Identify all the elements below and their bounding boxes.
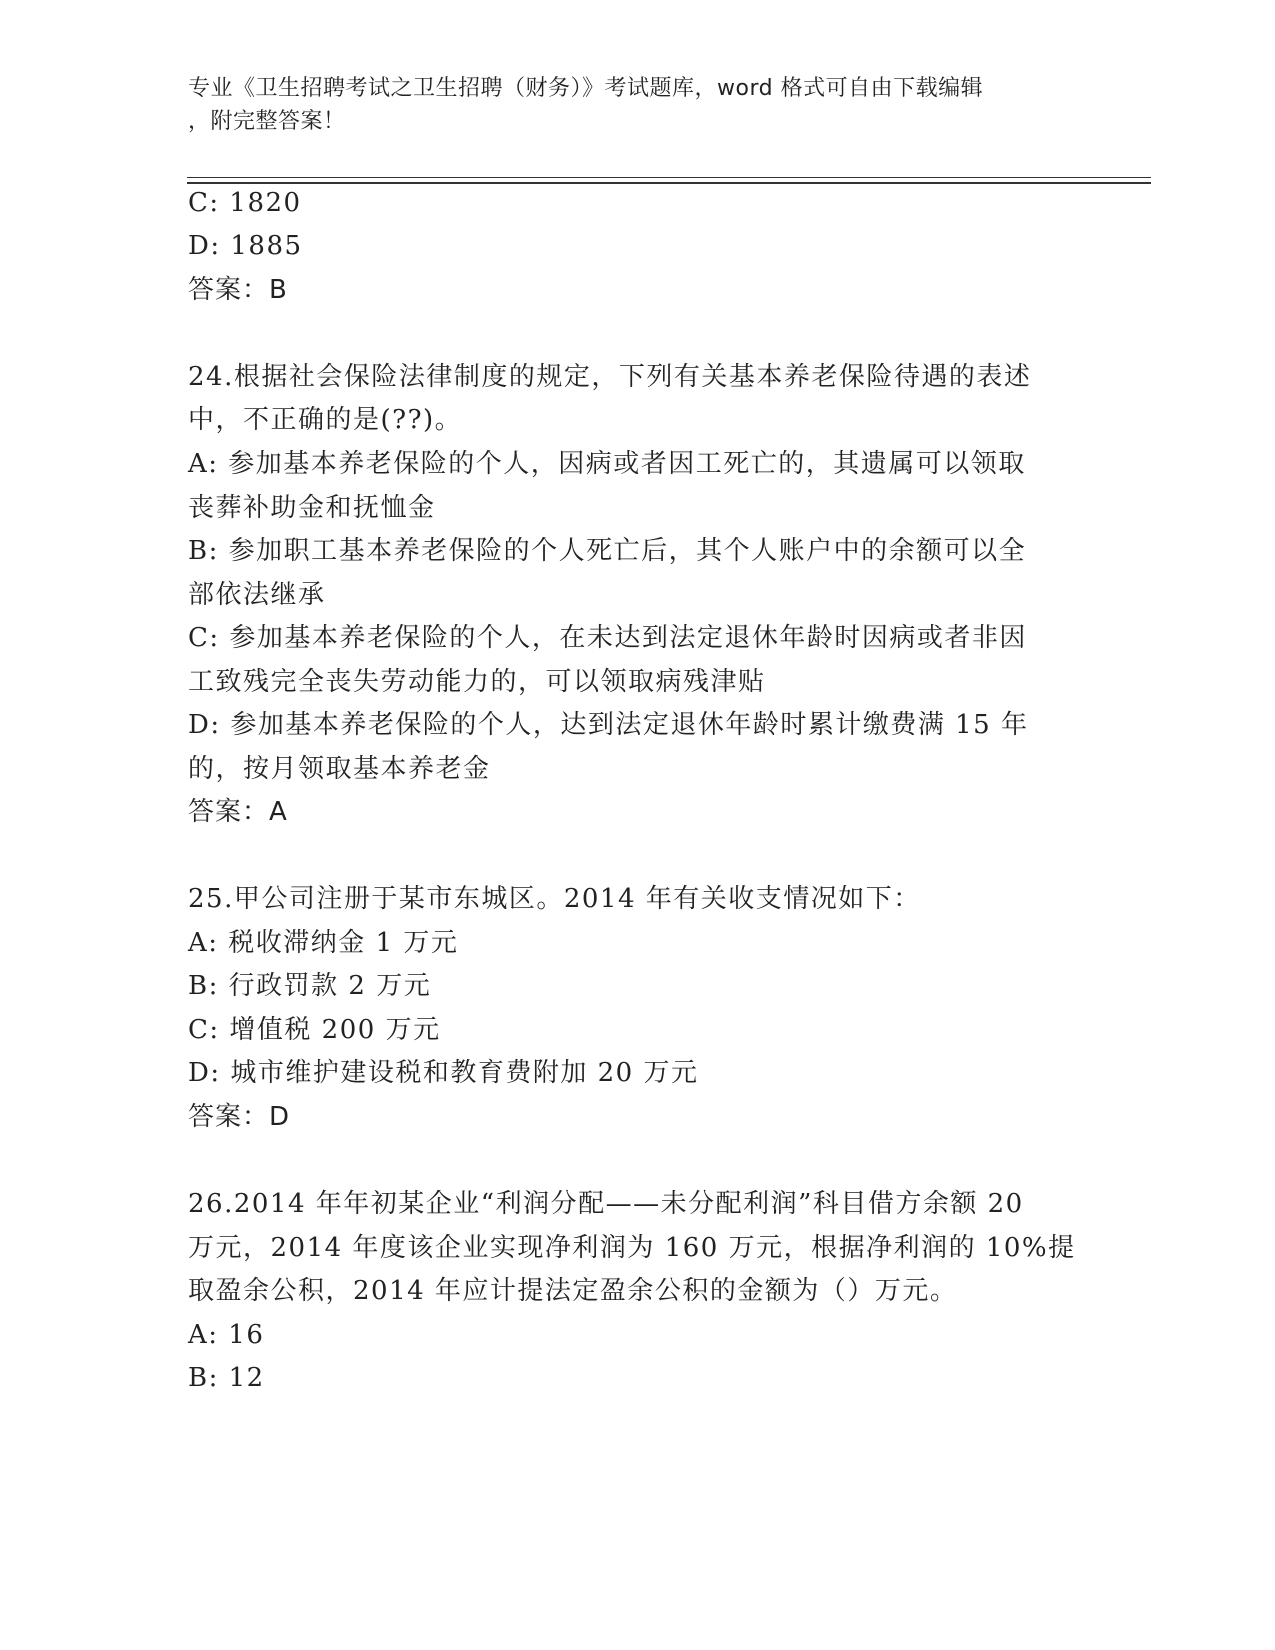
- q25-option-a: A: 税收滞纳金 1 万元: [188, 928, 459, 958]
- q26-stem-line-2: 万元，2014 年度该企业实现净利润为 160 万元，根据净利润的 10%提: [188, 1233, 1076, 1263]
- q26-option-b: B: 12: [188, 1363, 265, 1393]
- q26-stem-line-1: 26.2014 年年初某企业“利润分配——未分配利润”科目借方余额 20: [188, 1189, 1024, 1219]
- q26-option-a: A: 16: [188, 1320, 265, 1350]
- q26-stem-line-3: 取盈余公积，2014 年应计提法定盈余公积的金额为（）万元。: [188, 1276, 958, 1306]
- q24-option-c-line-2: 工致残完全丧失劳动能力的，可以领取病残津贴: [188, 667, 766, 697]
- q24-option-b-line-2: 部依法继承: [188, 580, 326, 610]
- q25-option-c: C: 增值税 200 万元: [188, 1015, 441, 1045]
- q25-stem-line-1: 25.甲公司注册于某市东城区。2014 年有关收支情况如下：: [188, 884, 921, 914]
- header-line-2: ，附完整答案！: [188, 109, 346, 134]
- q24-stem-line-1: 24.根据社会保险法律制度的规定，下列有关基本养老保险待遇的表述: [188, 362, 1032, 392]
- prev-answer: 答案：B: [188, 275, 288, 305]
- document-header: [188, 72, 1068, 138]
- q25-option-b: B: 行政罚款 2 万元: [188, 971, 432, 1001]
- q24-answer: 答案：A: [188, 797, 288, 827]
- header-line-1: 专业《卫生招聘考试之卫生招聘（财务）》考试题库，word 格式可自由下载编辑: [188, 76, 984, 101]
- q25-option-d: D: 城市维护建设税和教育费附加 20 万元: [188, 1058, 699, 1088]
- q24-option-c-line-1: C: 参加基本养老保险的个人，在未达到法定退休年龄时因病或者非因: [188, 623, 1027, 653]
- q24-option-a-line-2: 丧葬补助金和抚恤金: [188, 493, 436, 523]
- header-divider-double: [187, 182, 1151, 184]
- prev-option-c: C: 1820: [188, 188, 302, 218]
- q24-stem-line-2: 中，不正确的是(??)。: [188, 405, 463, 435]
- prev-option-d: D: 1885: [188, 231, 303, 261]
- q24-option-d-line-2: 的，按月领取基本养老金: [188, 754, 491, 784]
- q24-option-b-line-1: B: 参加职工基本养老保险的个人死亡后，其个人账户中的余额可以全: [188, 536, 1027, 566]
- q24-option-d-line-1: D: 参加基本养老保险的个人，达到法定退休年龄时累计缴费满 15 年: [188, 710, 1029, 740]
- q24-option-a-line-1: A: 参加基本养老保险的个人，因病或者因工死亡的，其遗属可以领取: [188, 449, 1026, 479]
- q25-answer: 答案：D: [188, 1102, 291, 1132]
- header-divider: [187, 177, 1151, 178]
